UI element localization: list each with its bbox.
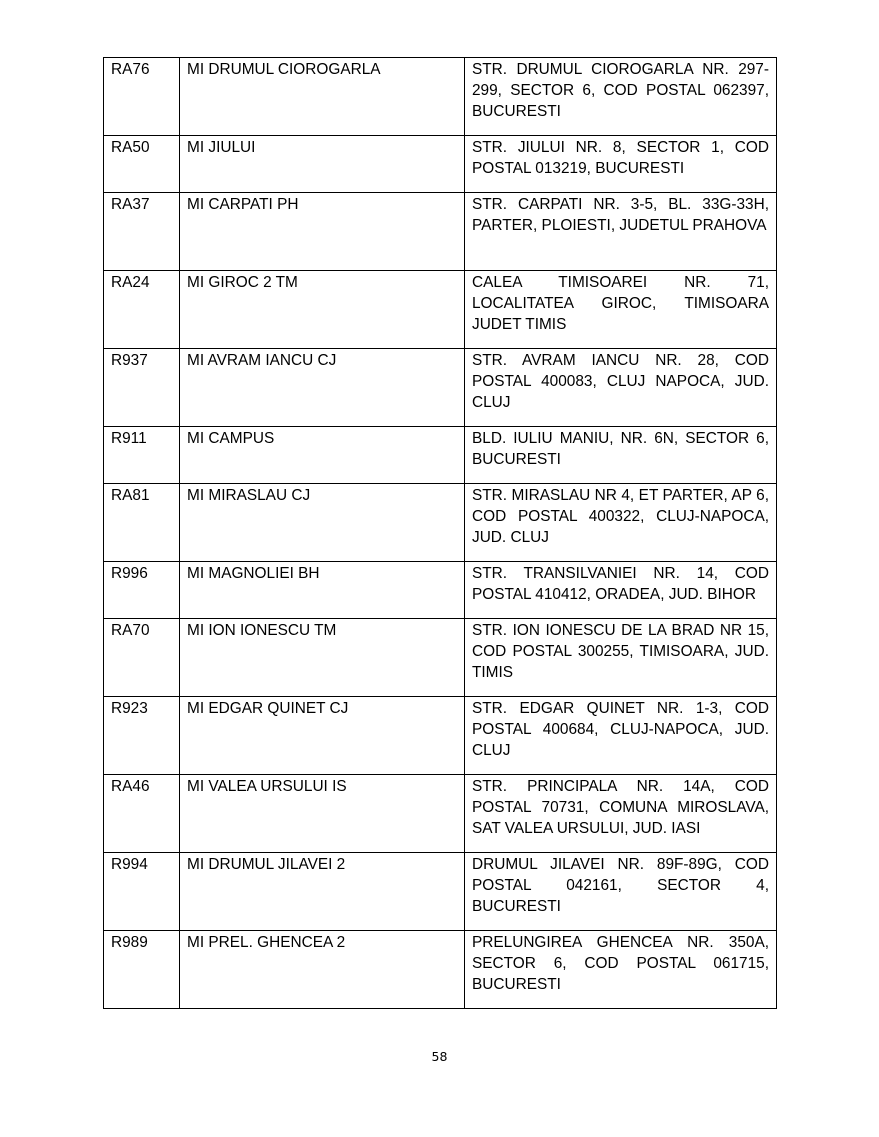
table-row bbox=[104, 853, 777, 931]
unit-address: STR. CARPATI NR. 3-5, BL. 33G-33H, PARTER, PLOIESTI, JUDETUL PRAHOVA bbox=[465, 193, 777, 271]
unit-address: STR. ION IONESCU DE LA BRAD NR 15, COD POSTAL 300255, TIMISOARA, JUD. TIMIS bbox=[465, 619, 777, 697]
table-row bbox=[104, 775, 777, 853]
unit-name: MI CARPATI PH bbox=[180, 193, 465, 271]
unit-code: R923 bbox=[104, 697, 180, 775]
unit-name: MI AVRAM IANCU CJ bbox=[180, 349, 465, 427]
unit-code: R996 bbox=[104, 562, 180, 619]
unit-code: RA50 bbox=[104, 136, 180, 193]
unit-address: BLD. IULIU MANIU, NR. 6N, SECTOR 6, BUCURESTI bbox=[465, 427, 777, 484]
unit-name: MI ION IONESCU TM bbox=[180, 619, 465, 697]
unit-address: STR. TRANSILVANIEI NR. 14, COD POSTAL 410412, ORADEA, JUD. BIHOR bbox=[465, 562, 777, 619]
table-row bbox=[104, 697, 777, 775]
unit-address: PRELUNGIREA GHENCEA NR. 350A, SECTOR 6, COD POSTAL 061715, BUCURESTI bbox=[465, 931, 777, 1009]
unit-code: RA37 bbox=[104, 193, 180, 271]
unit-code: RA76 bbox=[104, 58, 180, 136]
unit-name: MI JIULUI bbox=[180, 136, 465, 193]
table-row bbox=[104, 58, 777, 136]
table-row bbox=[104, 619, 777, 697]
unit-address: STR. EDGAR QUINET NR. 1-3, COD POSTAL 400684, CLUJ-NAPOCA, JUD. CLUJ bbox=[465, 697, 777, 775]
page-number: 58 bbox=[431, 1049, 448, 1064]
unit-code: R911 bbox=[104, 427, 180, 484]
unit-code: R989 bbox=[104, 931, 180, 1009]
table-row bbox=[104, 931, 777, 1009]
unit-name: MI MIRASLAU CJ bbox=[180, 484, 465, 562]
unit-address: DRUMUL JILAVEI NR. 89F-89G, COD POSTAL 042161, SECTOR 4, BUCURESTI bbox=[465, 853, 777, 931]
unit-address: STR. PRINCIPALA NR. 14A, COD POSTAL 70731, COMUNA MIROSLAVA, SAT VALEA URSULUI, JUD. IASI bbox=[465, 775, 777, 853]
unit-code: RA24 bbox=[104, 271, 180, 349]
unit-address: CALEA TIMISOAREI NR. 71, LOCALITATEA GIROC, TIMISOARA JUDET TIMIS bbox=[465, 271, 777, 349]
unit-address: STR. AVRAM IANCU NR. 28, COD POSTAL 400083, CLUJ NAPOCA, JUD. CLUJ bbox=[465, 349, 777, 427]
table-row bbox=[104, 427, 777, 484]
unit-code: R994 bbox=[104, 853, 180, 931]
unit-name: MI VALEA URSULUI IS bbox=[180, 775, 465, 853]
unit-name: MI PREL. GHENCEA 2 bbox=[180, 931, 465, 1009]
unit-name: MI MAGNOLIEI BH bbox=[180, 562, 465, 619]
unit-code: R937 bbox=[104, 349, 180, 427]
unit-code: RA70 bbox=[104, 619, 180, 697]
unit-code: RA46 bbox=[104, 775, 180, 853]
unit-address: STR. MIRASLAU NR 4, ET PARTER, AP 6, COD POSTAL 400322, CLUJ-NAPOCA, JUD. CLUJ bbox=[465, 484, 777, 562]
unit-address: STR. DRUMUL CIOROGARLA NR. 297-299, SECTOR 6, COD POSTAL 062397, BUCURESTI bbox=[465, 58, 777, 136]
unit-name: MI CAMPUS bbox=[180, 427, 465, 484]
unit-name: MI DRUMUL CIOROGARLA bbox=[180, 58, 465, 136]
table-row bbox=[104, 562, 777, 619]
unit-name: MI EDGAR QUINET CJ bbox=[180, 697, 465, 775]
table-row bbox=[104, 349, 777, 427]
locations-table bbox=[103, 57, 777, 1009]
unit-address: STR. JIULUI NR. 8, SECTOR 1, COD POSTAL 013219, BUCURESTI bbox=[465, 136, 777, 193]
table-row bbox=[104, 136, 777, 193]
table-row bbox=[104, 193, 777, 271]
table-row bbox=[104, 271, 777, 349]
unit-name: MI GIROC 2 TM bbox=[180, 271, 465, 349]
unit-name: MI DRUMUL JILAVEI 2 bbox=[180, 853, 465, 931]
table-row bbox=[104, 484, 777, 562]
unit-code: RA81 bbox=[104, 484, 180, 562]
